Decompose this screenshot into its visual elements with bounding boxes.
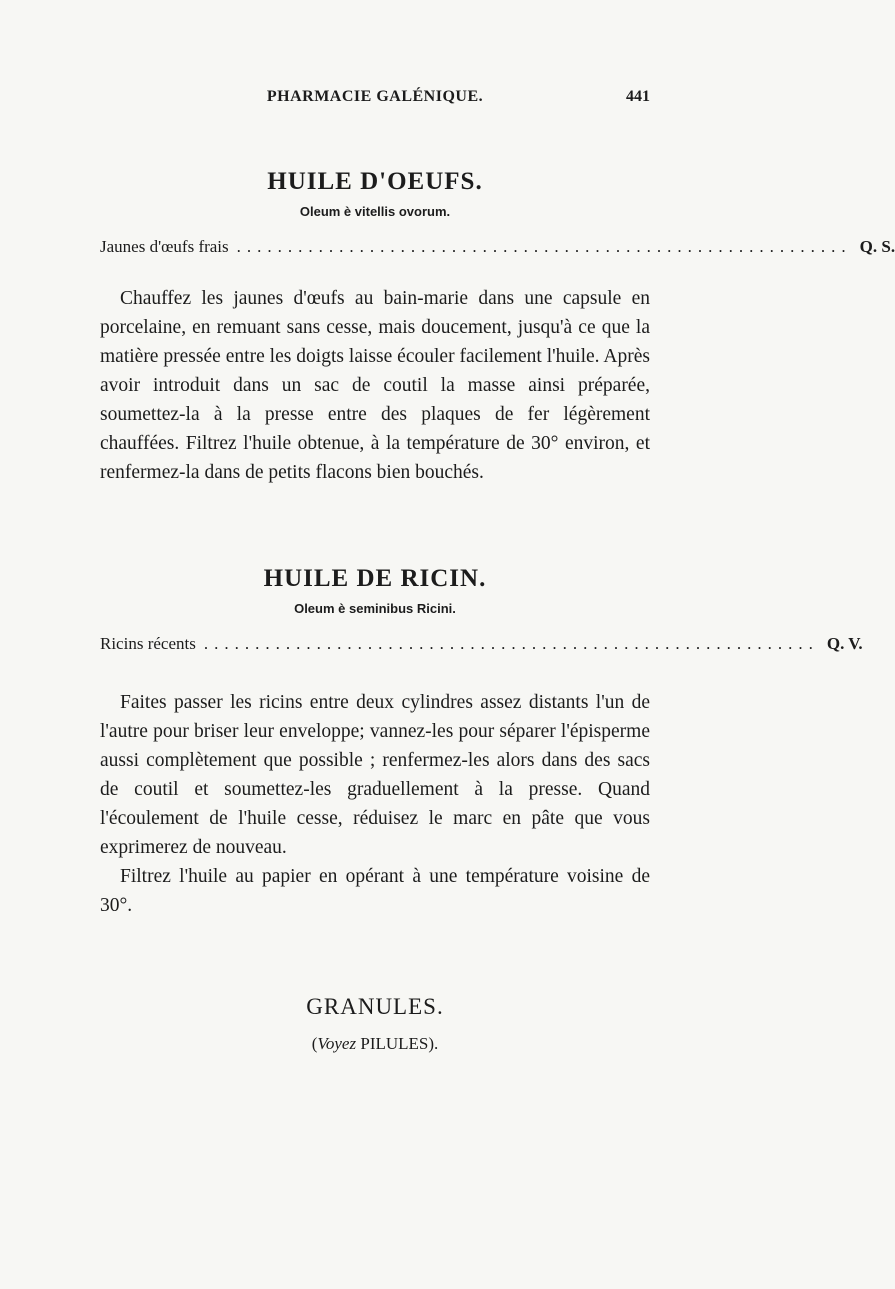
section-title: HUILE DE RICIN.	[263, 565, 487, 592]
note-open: (	[311, 1034, 318, 1053]
ingredient-quantity: Q. S.	[859, 237, 895, 256]
page-number: 441	[626, 88, 650, 105]
ingredient-line	[100, 634, 863, 654]
section-granules	[100, 994, 650, 1054]
ingredient-line	[100, 237, 895, 257]
paragraph: Faites passer les ricins entre deux cylindres assez distants l'un de l'autre pour briser leur enveloppe; vannez-les pour séparer l'épisperme aussi complètement que possible ; renfermez-les alors dans des sacs de coutil et soumettez-les graduellement à la presse. Quand l'écoulement de l'huile cesse, réduisez le marc en pâte que vous exprimerez de nouveau.	[100, 692, 650, 858]
latin-name: Oleum è seminibus Ricini.	[294, 601, 456, 616]
latin-name: Oleum è vitellis ovorum.	[299, 204, 451, 219]
note-rest: PILULES).	[356, 1034, 439, 1053]
leader-dots: ............................................................	[203, 634, 819, 653]
section-title: GRANULES.	[306, 994, 444, 1019]
running-title: PHARMACIE GALÉNIQUE.	[266, 88, 484, 105]
note-italic: Voyez	[317, 1034, 357, 1053]
section-huile-ricin	[100, 565, 863, 654]
section-huile-oeufs-text	[100, 284, 650, 487]
section-huile-ricin-text	[100, 688, 650, 920]
running-head	[100, 88, 650, 112]
paragraph: Chauffez les jaunes d'œufs au bain-marie dans une capsule en porcelaine, en remuant sans cesse, mais doucement, jusqu'à ce que la matière pressée entre les doigts laisse écouler facilement l'huile. Après avoir introduit dans un sac de coutil la masse ainsi préparée, soumettez-la à la presse entre des plaques de fer légèrement chauffées. Filtrez l'huile obtenue, à la température de 30° environ, et renfermez-la dans de petits flacons bien bouchés.	[100, 288, 650, 483]
ingredient-name: Jaunes d'œufs frais	[100, 237, 229, 256]
section-title: HUILE D'OEUFS.	[267, 168, 483, 195]
section-huile-oeufs	[100, 168, 895, 257]
cross-reference	[100, 1034, 650, 1054]
leader-dots: ............................................................	[236, 237, 852, 256]
ingredient-quantity: Q. V.	[826, 634, 863, 653]
ingredient-name: Ricins récents	[100, 634, 196, 653]
paragraph: Filtrez l'huile au papier en opérant à une température voisine de 30°.	[100, 866, 650, 916]
